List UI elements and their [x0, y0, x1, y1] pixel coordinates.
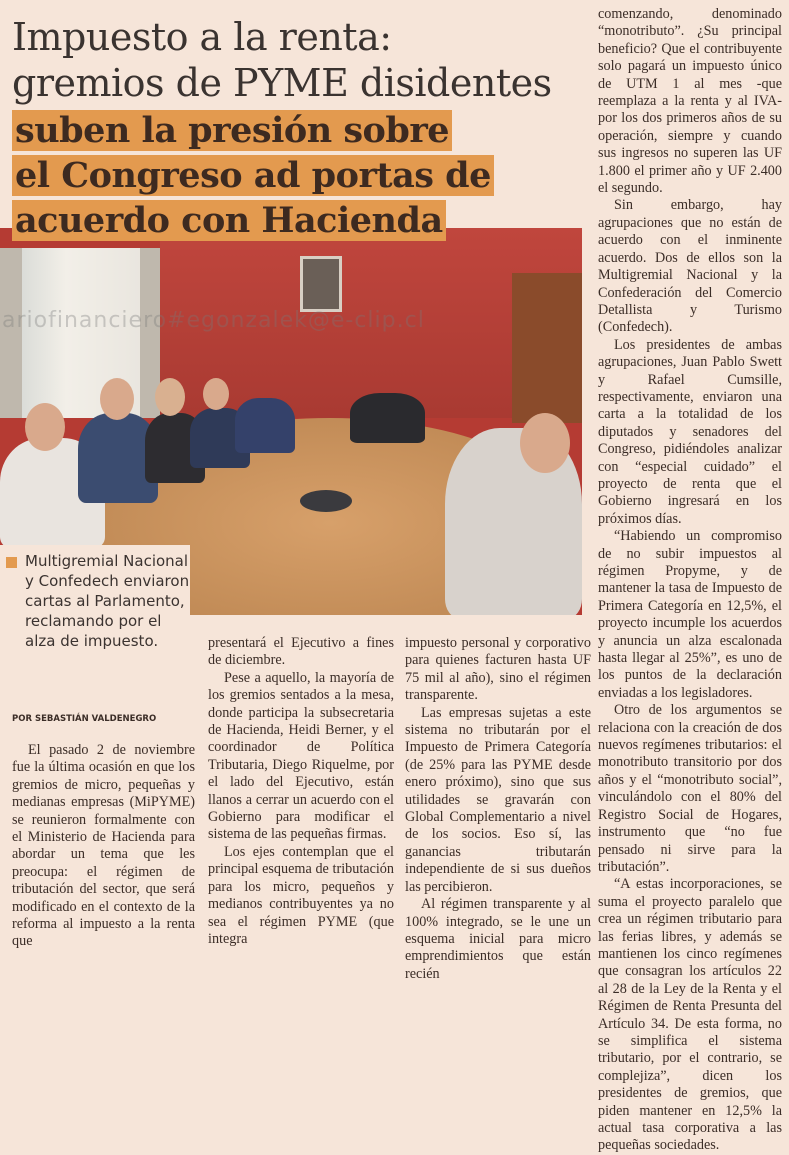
paragraph: “A estas incorporaciones, se suma el proyecto paralelo que crea un régimen tributario para las ferias libres, y además se mantienen los cinco regímenes que consagran los artículos 22 al 28 de la Ley de la Renta y el Régimen de Renta Presunta del Artículo 34. De esta forma, no se simplifica el sistema tributario, por el contrario, se complejiza”, dicen los presidentes de gremios, que piden mantener en 12,5% la actual tasa corporativa a las pequeñas sociedades.	[598, 876, 782, 1154]
paragraph: comenzando, denominado “monotributo”. ¿Su principal beneficio? Que el contribuyente solo pagará un impuesto único de UTM 1 al mes -que reemplaza a la renta y al IVA- por los dos primeros años de su operación, siempre y cuando sus ingresos no superen las UF 1.800 el primer año y UF 2.400 el segundo.	[598, 6, 782, 197]
headline-line: Impuesto a la renta:	[12, 15, 392, 59]
caption-text: Multigremial Nacional y Confedech enviaron cartas al Parlamento, reclamando por el alza de impuesto.	[25, 552, 190, 650]
paragraph: Pese a aquello, la mayoría de los gremios sentados a la mesa, donde participa la subsecretaria de Hacienda, Heidi Berner, y el coordinador de Política Tributaria, Diego Riquelme, por el lado del Ejecutivo, están llanos a cerrar un acuerdo con el Gobierno para modificar el sistema de las pequeñas firmas.	[208, 669, 394, 843]
paragraph: Los ejes contemplan que el principal esquema de tributación para los micro, pequeños y medianos contribuyentes ya no sea el régimen PYME (que integra	[208, 843, 394, 947]
article-column-3	[405, 635, 591, 983]
paragraph: impuesto personal y corporativo para quienes facturen hasta UF 75 mil al año), sino el régimen transparente.	[405, 635, 591, 704]
photo-caption-text	[0, 545, 190, 695]
paragraph: El pasado 2 de noviembre fue la última ocasión en que los gremios de micro, pequeñas y medianas empresas (MiPYME) se reunieron formalmente con el Ministerio de Hacienda para abordar un tema que les preocupa: el régimen de tributación del sector, que será modificado en el contexto de la reforma al impuesto a la renta que	[12, 742, 195, 950]
paragraph: Otro de los argumentos se relaciona con la creación de dos nuevos regímenes tributarios: el monotributo transitorio por dos años y el “monotributo social”, vinculándolo con el 80% del Registro Social de Hogares, instrumento que “no fue pensado ni sirve para la tributación”.	[598, 702, 782, 875]
paragraph: “Habiendo un compromiso de no subir impuestos al régimen Propyme, y de mantener la tasa de Impuesto de Primera Categoría en 12,5%, el proyecto incumple los acuerdos y anuncia un alza escalonada hasta llegar al 25%”, es uno de los puntos de la declaración enviadas a los legisladores.	[598, 528, 782, 701]
article-column-4	[598, 6, 782, 1155]
headline-highlight-line: suben la presión sobre	[12, 110, 452, 151]
wall-portrait	[300, 256, 342, 312]
headline-highlight-line: el Congreso ad portas de	[12, 155, 494, 196]
paragraph: presentará el Ejecutivo a fines de diciembre.	[208, 635, 394, 669]
watermark: ariofinanciero#egonzalek@e-clip.cl	[2, 308, 425, 333]
paragraph: Sin embargo, hay agrupaciones que no están de acuerdo con el inminente acuerdo. Dos de ellos son la Multigremial Nacional y la Confederación del Comercio Detallista y Turismo (Confedech).	[598, 197, 782, 336]
headline-line: gremios de PYME disidentes	[12, 61, 552, 105]
paragraph: Al régimen transparente y al 100% integrado, se le une un esquema inicial para micro emprendimientos que están recién	[405, 896, 591, 982]
article-column-1	[12, 742, 195, 951]
caption-bullet-icon	[6, 557, 17, 568]
paragraph: Las empresas sujetas a este sistema no tributarán por el Impuesto de Primera Categoría (de 25% para las PYME desde enero próximo), sino que sus utilidades se gravarán con Global Complementario a nivel de los socios. Eso sí, las ganancias tributarán independiente de si sus dueños las percibieron.	[405, 704, 591, 895]
article-column-2	[208, 635, 394, 948]
byline: POR SEBASTIÁN VALDENEGRO	[12, 714, 157, 724]
paragraph: Los presidentes de ambas agrupaciones, Juan Pablo Swett y Rafael Cumsille, respectivamente, enviaron una carta a la totalidad de los diputados y senadores del Congreso, pidiéndoles analizar con “especial cuidado” el proyecto de renta que el Gobierno ingresará en los próximos días.	[598, 336, 782, 527]
headline	[12, 14, 592, 241]
headline-highlight-line: acuerdo con Hacienda	[12, 200, 446, 241]
